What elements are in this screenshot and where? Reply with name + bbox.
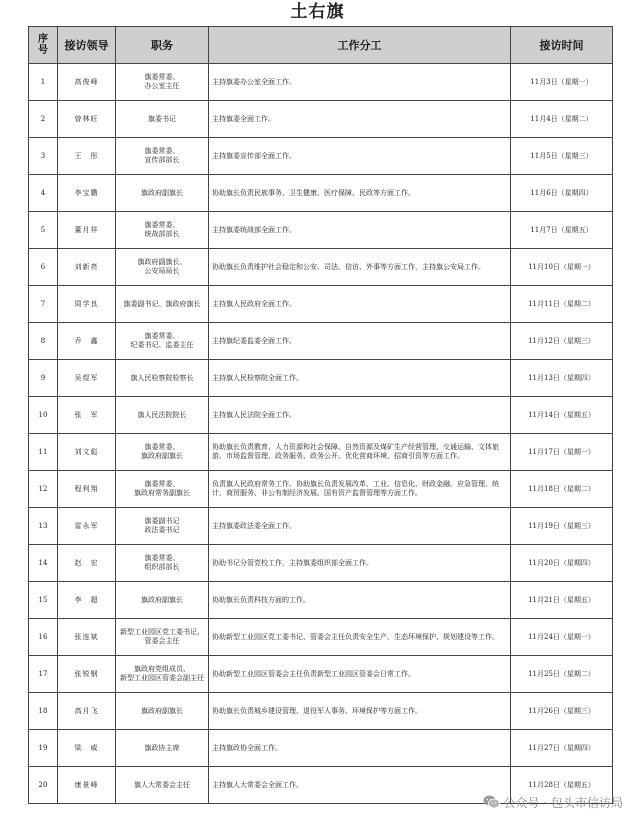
- row-leader-name: 康景峰: [58, 767, 116, 804]
- row-position: 旗委常委、 统战部部长: [116, 212, 209, 249]
- row-leader-name: 李 超: [58, 582, 116, 619]
- table-header-row: [29, 27, 613, 64]
- row-reception-time: 11月20日（星期四）: [511, 545, 613, 582]
- row-serial-number: 14: [29, 545, 58, 582]
- row-serial-number: 12: [29, 471, 58, 508]
- row-serial-number: 4: [29, 175, 58, 212]
- row-duty: 主持旗人民法院全面工作。: [209, 397, 511, 434]
- row-position: 旗委常委、 宣传部部长: [116, 138, 209, 175]
- row-reception-time: 11月27日（星期四）: [511, 730, 613, 767]
- row-duty: 协助旗长负责科技方面的工作。: [209, 582, 511, 619]
- table-row: [29, 397, 613, 434]
- row-serial-number: 19: [29, 730, 58, 767]
- row-leader-name: 张 军: [58, 397, 116, 434]
- row-position: 旗政协主席: [116, 730, 209, 767]
- row-leader-name: 张锐钢: [58, 656, 116, 693]
- row-position: 旗人大常委会主任: [116, 767, 209, 804]
- row-position: 旗政府副旗长: [116, 582, 209, 619]
- table-row: [29, 434, 613, 471]
- watermark-text: 公众号 · 包头市信访局: [503, 795, 623, 810]
- row-reception-time: 11月26日（星期三）: [511, 693, 613, 730]
- row-duty: 协助新型工业园区管委会主任负责新型工业园区管委会日常工作。: [209, 656, 511, 693]
- row-reception-time: 11月25日（星期二）: [511, 656, 613, 693]
- row-position: 旗人民检察院检察长: [116, 360, 209, 397]
- row-reception-time: 11月6日（星期四）: [511, 175, 613, 212]
- row-leader-name: 程利翔: [58, 471, 116, 508]
- page-title: 土右旗: [290, 2, 345, 22]
- row-duty: 协助旗长负责维护社会稳定和公安、司法、信访、外事等方面工作，主持旗公安局工作。: [209, 249, 511, 286]
- watermark: [483, 792, 623, 812]
- row-serial-number: 18: [29, 693, 58, 730]
- row-reception-time: 11月3日（星期一）: [511, 64, 613, 101]
- row-duty: 协助旗长负责民族事务、卫生健康、医疗保障、民政等方面工作。: [209, 175, 511, 212]
- table-row: [29, 175, 613, 212]
- table-row: [29, 656, 613, 693]
- row-position: 旗政府副旗长: [116, 175, 209, 212]
- row-position: 新型工业园区党工委书记、管委会主任: [116, 619, 209, 656]
- row-duty: 主持旗委办公室全面工作。: [209, 64, 511, 101]
- row-leader-name: 李宝鹏: [58, 175, 116, 212]
- row-duty: 协助旗长负责城乡建设管理、退役军人事务、环境保护等方面工作。: [209, 693, 511, 730]
- row-position: 旗委副书记、旗政府旗长: [116, 286, 209, 323]
- row-leader-name: 刘文彪: [58, 434, 116, 471]
- row-reception-time: 11月24日（星期一）: [511, 619, 613, 656]
- row-position: 旗委常委、 旗政府副旗长: [116, 434, 209, 471]
- row-position: 旗委副书记 政法委书记: [116, 508, 209, 545]
- row-reception-time: 11月14日（星期五）: [511, 397, 613, 434]
- table-row: [29, 508, 613, 545]
- row-leader-name: 王 彤: [58, 138, 116, 175]
- wechat-icon: [483, 795, 500, 809]
- row-reception-time: 11月5日（星期三）: [511, 138, 613, 175]
- row-serial-number: 13: [29, 508, 58, 545]
- row-position: 旗政府副旗长: [116, 693, 209, 730]
- row-position: 旗委书记: [116, 101, 209, 138]
- row-serial-number: 20: [29, 767, 58, 804]
- row-duty: 协助书记分管党校工作，主持旗委组织部全面工作。: [209, 545, 511, 582]
- row-reception-time: 11月7日（星期五）: [511, 212, 613, 249]
- row-leader-name: 刘新亮: [58, 249, 116, 286]
- row-leader-name: 董月祥: [58, 212, 116, 249]
- row-leader-name: 雷永军: [58, 508, 116, 545]
- row-duty: 主持旗人民政府全面工作。: [209, 286, 511, 323]
- row-position: 旗政府党组成员、 新型工业园区管委会副主任: [116, 656, 209, 693]
- row-reception-time: 11月12日（星期三）: [511, 323, 613, 360]
- row-leader-name: 张连斌: [58, 619, 116, 656]
- row-duty: 主持旗委全面工作。: [209, 101, 511, 138]
- row-serial-number: 16: [29, 619, 58, 656]
- row-reception-time: 11月18日（星期二）: [511, 471, 613, 508]
- row-reception-time: 11月11日（星期二）: [511, 286, 613, 323]
- row-serial-number: 2: [29, 101, 58, 138]
- table-row: [29, 471, 613, 508]
- row-reception-time: 11月19日（星期三）: [511, 508, 613, 545]
- row-leader-name: 乔 鑫: [58, 323, 116, 360]
- table-row: [29, 286, 613, 323]
- row-duty: 协助旗长负责教育、人力资源和社会保障、自然资源及煤矿生产经营管理、交通运输、文体旅游、市场监督管理、政务服务、政务公开、优化营商环境、招商引资等方面工作。: [209, 434, 511, 471]
- header-time: 接访时间: [511, 27, 613, 64]
- row-duty: 主持旗人大常委会全面工作。: [209, 767, 511, 804]
- row-position: 旗人民法院院长: [116, 397, 209, 434]
- row-position: 旗委常委、 办公室主任: [116, 64, 209, 101]
- row-duty: 主持旗政协全面工作。: [209, 730, 511, 767]
- row-duty: 主持旗纪委监委全面工作。: [209, 323, 511, 360]
- row-leader-name: 吴煜军: [58, 360, 116, 397]
- table-row: [29, 730, 613, 767]
- row-serial-number: 17: [29, 656, 58, 693]
- table-row: [29, 582, 613, 619]
- row-leader-name: 高俊峰: [58, 64, 116, 101]
- row-reception-time: 11月4日（星期二）: [511, 101, 613, 138]
- table-row: [29, 545, 613, 582]
- row-position: 旗政府副旗长、 公安局局长: [116, 249, 209, 286]
- header-duty: 工作分工: [209, 27, 511, 64]
- row-duty: 主持旗委宣传部全面工作。: [209, 138, 511, 175]
- row-leader-name: 赵 宏: [58, 545, 116, 582]
- row-position: 旗委常委、 旗政府常务副旗长: [116, 471, 209, 508]
- row-serial-number: 10: [29, 397, 58, 434]
- table-row: [29, 249, 613, 286]
- row-reception-time: 11月28日（星期五）: [511, 767, 613, 804]
- row-serial-number: 6: [29, 249, 58, 286]
- header-position: 职务: [116, 27, 209, 64]
- row-position: 旗委常委、 纪委书记、监委主任: [116, 323, 209, 360]
- row-reception-time: 11月10日（星期一）: [511, 249, 613, 286]
- table-row: [29, 212, 613, 249]
- row-duty: 协助新型工业园区党工委书记、管委会主任负责安全生产、生态环境保护、规划建设等工作。: [209, 619, 511, 656]
- row-serial-number: 7: [29, 286, 58, 323]
- table-row: [29, 619, 613, 656]
- row-reception-time: 11月13日（星期四）: [511, 360, 613, 397]
- row-duty: 主持旗人民检察院全面工作。: [209, 360, 511, 397]
- row-serial-number: 11: [29, 434, 58, 471]
- row-leader-name: 曾林旺: [58, 101, 116, 138]
- row-reception-time: 11月21日（星期五）: [511, 582, 613, 619]
- row-leader-name: 梁 威: [58, 730, 116, 767]
- row-reception-time: 11月17日（星期一）: [511, 434, 613, 471]
- header-leader: 接访领导: [58, 27, 116, 64]
- row-serial-number: 15: [29, 582, 58, 619]
- row-serial-number: 1: [29, 64, 58, 101]
- header-serial-number: 序号: [29, 27, 58, 64]
- table-row: [29, 138, 613, 175]
- table-body: [29, 64, 613, 804]
- row-leader-name: 高月飞: [58, 693, 116, 730]
- row-serial-number: 3: [29, 138, 58, 175]
- row-duty: 负责旗人民政府常务工作。协助旗长负责发展改革、工业、信息化、财政金融、应急管理、统计、商贸服务、非公有制经济发展、国有资产监督管理等方面工作。: [209, 471, 511, 508]
- table-row: [29, 101, 613, 138]
- row-leader-name: 周学良: [58, 286, 116, 323]
- table-row: [29, 693, 613, 730]
- reception-schedule-table: [28, 26, 613, 804]
- row-duty: 主持旗委统战部全面工作。: [209, 212, 511, 249]
- row-serial-number: 9: [29, 360, 58, 397]
- table-row: [29, 360, 613, 397]
- row-position: 旗委常委、 组织部部长: [116, 545, 209, 582]
- row-serial-number: 5: [29, 212, 58, 249]
- row-duty: 主持旗委政法委全面工作。: [209, 508, 511, 545]
- row-serial-number: 8: [29, 323, 58, 360]
- table-row: [29, 323, 613, 360]
- table-row: [29, 64, 613, 101]
